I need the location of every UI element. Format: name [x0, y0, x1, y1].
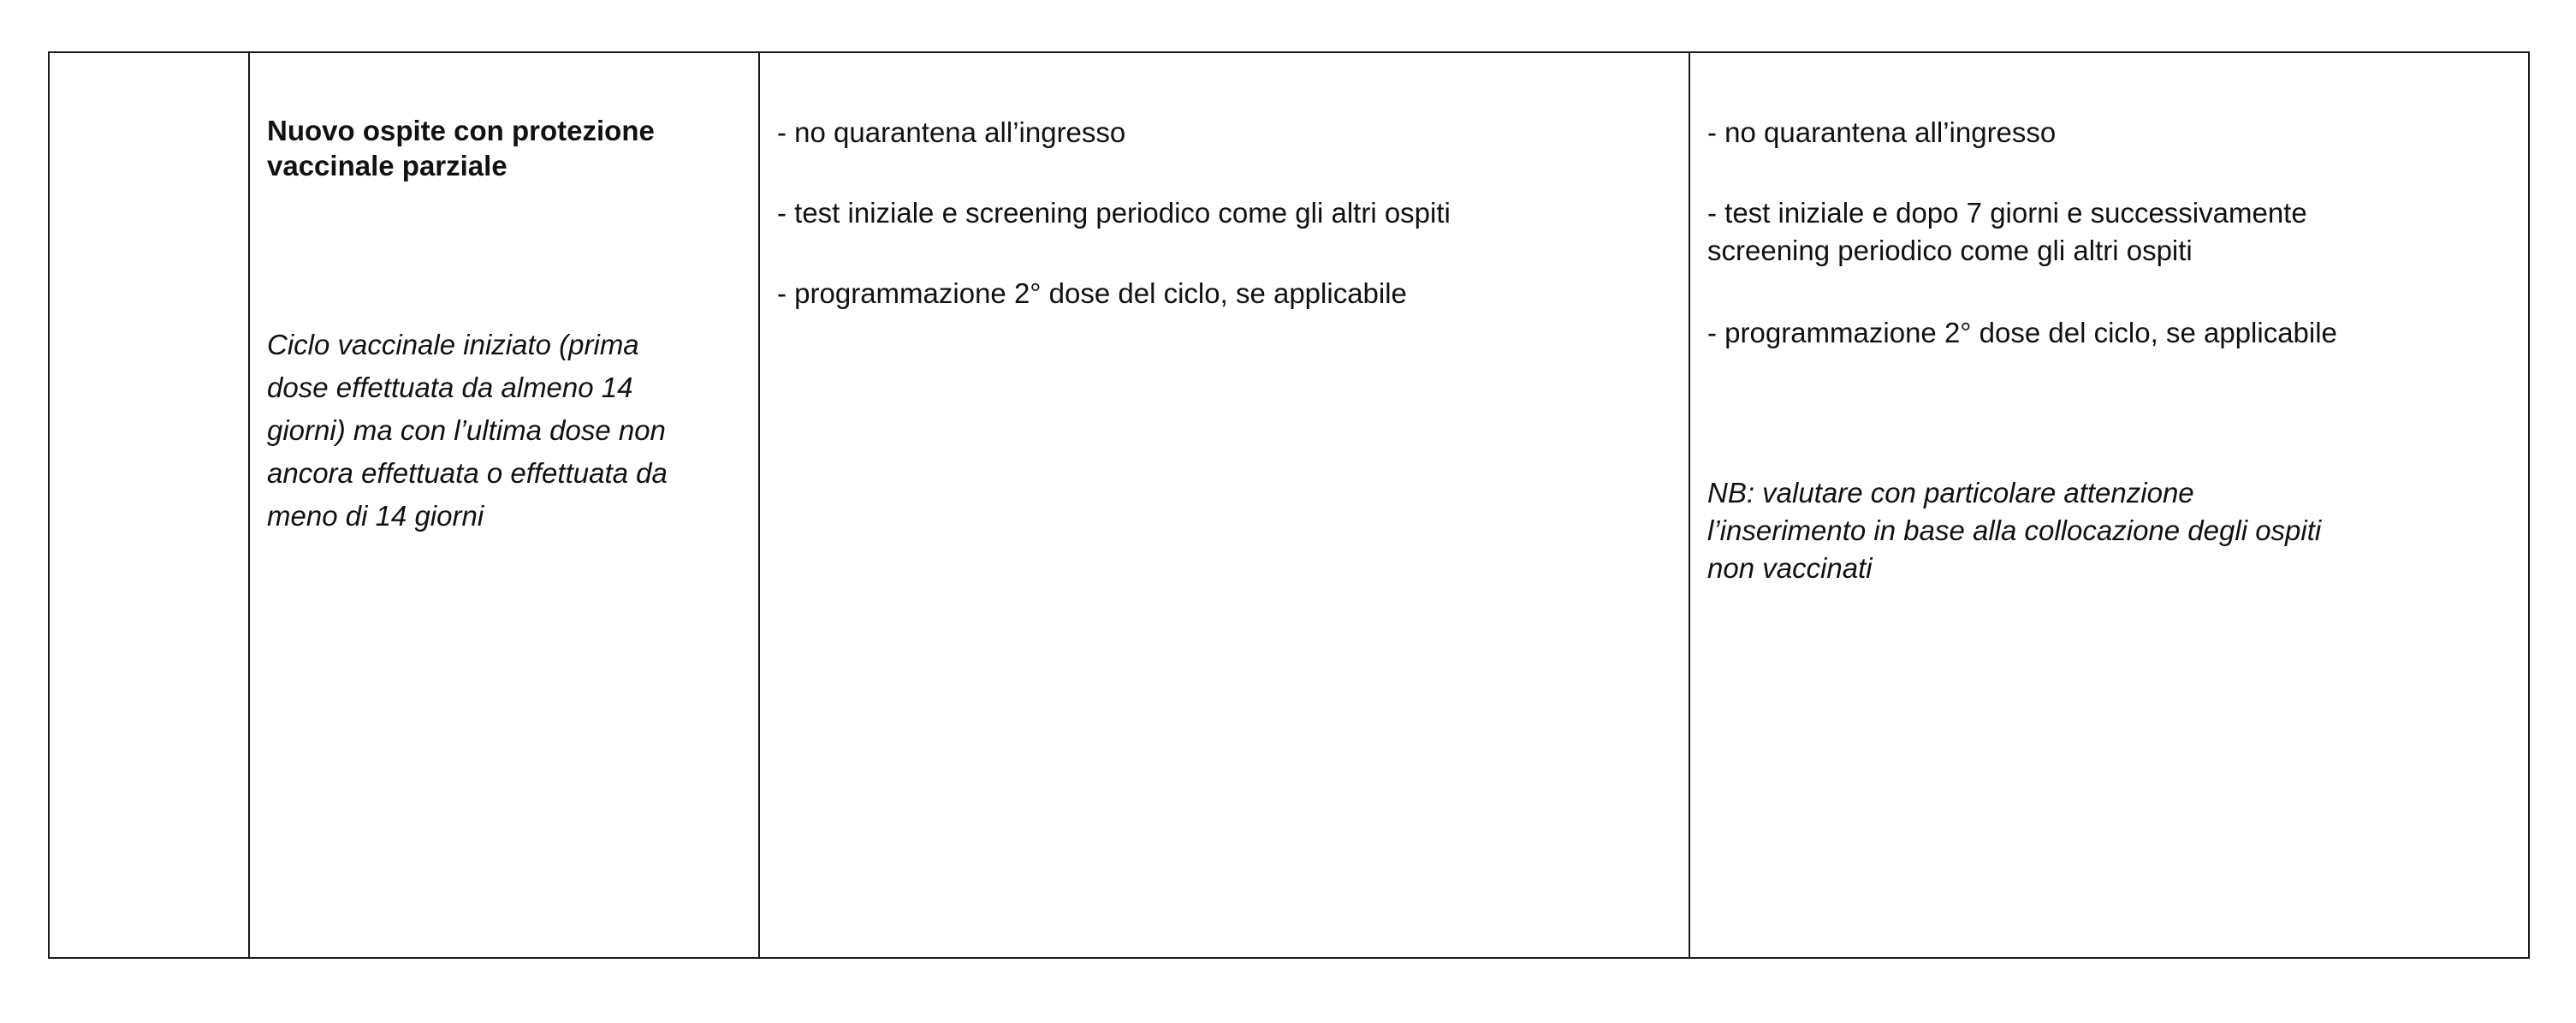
column-b-note-line-3: non vaccinati — [1707, 552, 1873, 584]
document-table — [48, 51, 2530, 959]
category-description-line-5: meno di 14 giorni — [267, 500, 484, 532]
category-description-line-2: dose effettuata da almeno 14 — [267, 372, 633, 403]
category-title-line-1: Nuovo ospite con protezione — [267, 115, 655, 146]
column-b-note-line-1: NB: valutare con particolare attenzione — [1707, 477, 2194, 509]
table-cell-category — [250, 53, 760, 957]
category-title-line-2: vaccinale parziale — [267, 150, 507, 181]
column-a-item-3: - programmazione 2° dose del ciclo, se applicabile — [777, 277, 1407, 309]
table-cell-empty — [50, 53, 250, 957]
table-cell-column-b — [1690, 53, 2528, 957]
column-b-item-1: - no quarantena all’ingresso — [1707, 116, 2057, 148]
column-b-item-3: - programmazione 2° dose del ciclo, se applicabile — [1707, 317, 2337, 348]
column-b-item-2-line-1: - test iniziale e dopo 7 giorni e successivamente — [1707, 197, 2307, 229]
column-b-note-line-2: l’inserimento in base alla collocazione degli ospiti — [1707, 514, 2322, 546]
column-b-item-2-line-2: screening periodico come gli altri ospiti — [1707, 235, 2193, 266]
table-cell-column-a — [760, 53, 1690, 957]
category-description-line-1: Ciclo vaccinale iniziato (prima — [267, 329, 639, 360]
column-a-item-1: - no quarantena all’ingresso — [777, 116, 1126, 148]
column-a-item-2: - test iniziale e screening periodico come gli altri ospiti — [777, 197, 1451, 229]
category-description-line-3: giorni) ma con l’ultima dose non — [267, 414, 666, 446]
category-description-line-4: ancora effettuata o effettuata da — [267, 457, 668, 489]
